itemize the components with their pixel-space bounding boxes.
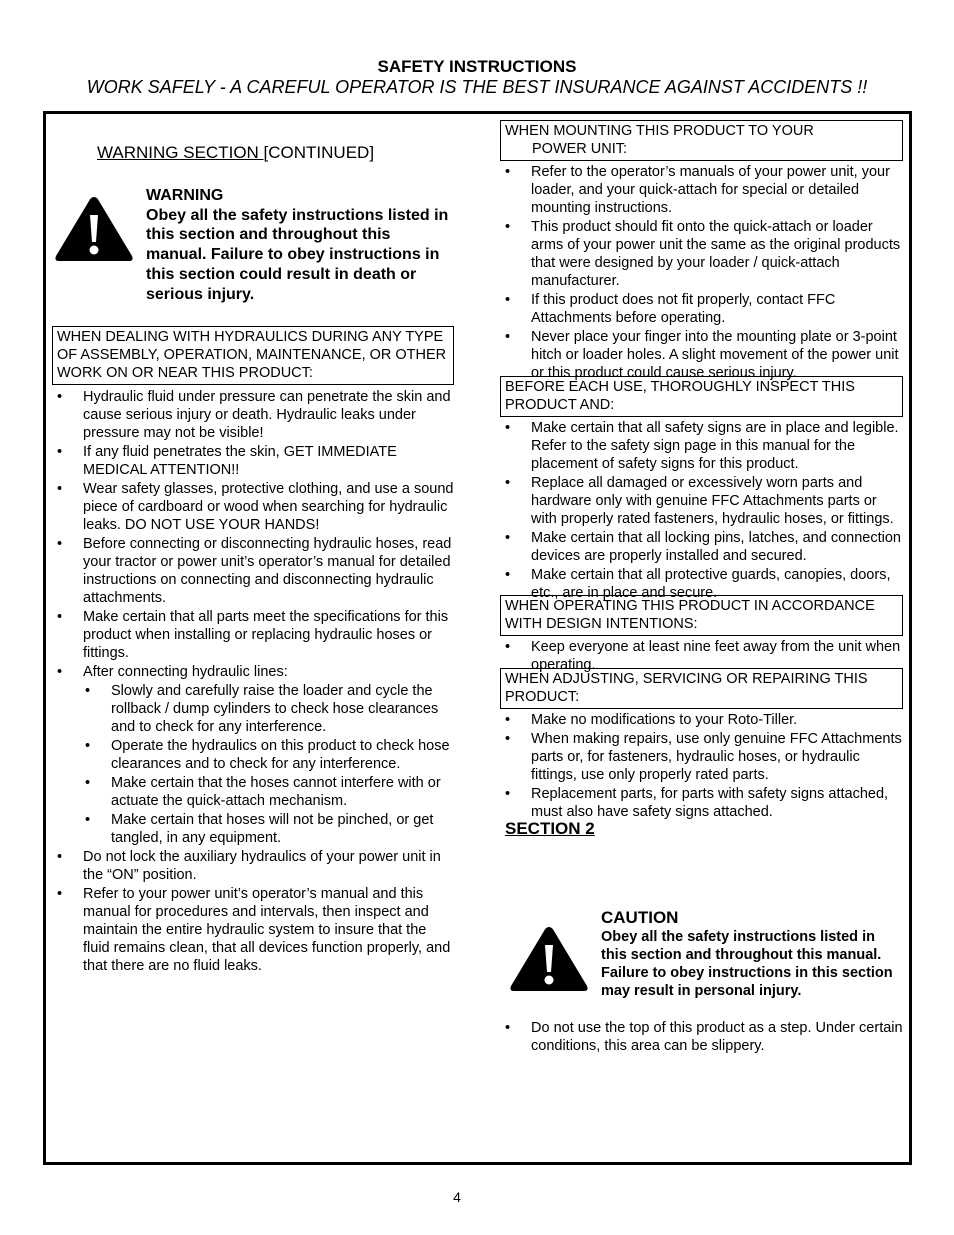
- operating-header-box: WHEN OPERATING THIS PRODUCT IN ACCORDANCE WITH DESIGN INTENTIONS:: [500, 595, 903, 636]
- warning-block: [146, 186, 451, 304]
- list-item: • Slowly and carefully raise the loader and cycle the rollback / dump cylinders to check hose clearances and to check for any interference.: [52, 682, 454, 736]
- page-subtitle: WORK SAFELY - A CAREFUL OPERATOR IS THE BEST INSURANCE AGAINST ACCIDENTS !!: [86, 77, 868, 97]
- inspect-list: [500, 419, 903, 602]
- list-item: • Make certain that all parts meet the specifications for this product when installing or replacing hydraulic hoses or fittings.: [52, 608, 454, 662]
- adjusting-header-box: WHEN ADJUSTING, SERVICING OR REPAIRING THIS PRODUCT:: [500, 668, 903, 709]
- warning-section-heading-rest: [CONTINUED]: [263, 143, 375, 162]
- operating-list: [500, 638, 903, 674]
- list-item: • Make no modifications to your Roto-Tiller.: [500, 711, 903, 729]
- mounting-header-box: [500, 120, 903, 161]
- list-item: • If any fluid penetrates the skin, GET IMMEDIATE MEDICAL ATTENTION!!: [52, 443, 454, 479]
- inspect-header-box: BEFORE EACH USE, THOROUGHLY INSPECT THIS PRODUCT AND:: [500, 376, 903, 417]
- hydraulics-list: [52, 388, 454, 975]
- page-number: 4: [453, 1189, 461, 1205]
- warning-triangle-icon: [54, 195, 134, 263]
- right-column: [500, 120, 903, 838]
- list-item: • Before connecting or disconnecting hydraulic hoses, read your tractor or power unit’s operator’s manual for detailed instructions on connecting and disconnecting hydraulic attachments.: [52, 535, 454, 607]
- list-item: • Do not lock the auxiliary hydraulics of your power unit in the “ON” position.: [52, 848, 454, 884]
- list-item: • Never place your finger into the mounting plate or 3-point hitch or loader holes. A slight movement of the power unit or this product could cause serious injury.: [500, 328, 903, 382]
- list-item: • Wear safety glasses, protective clothing, and use a sound piece of cardboard or wood when searching for hydraulic leaks. DO NOT USE YOUR HANDS!: [52, 480, 454, 534]
- list-item: • Do not use the top of this product as a step. Under certain conditions, this area can be slippery.: [500, 1019, 903, 1055]
- list-item: • Refer to the operator’s manuals of your power unit, your loader, and your quick-attach for special or detailed mounting instructions.: [500, 163, 903, 217]
- adjusting-list: [500, 711, 903, 821]
- list-item: • Make certain that all safety signs are in place and legible. Refer to the safety sign page in this manual for the placement of safety signs for this product.: [500, 419, 903, 473]
- list-item: • Replacement parts, for parts with safety signs attached, must also have safety signs attached.: [500, 785, 903, 821]
- caution-list: [500, 1019, 903, 1055]
- mounting-header-line2: POWER UNIT:: [532, 141, 628, 157]
- warning-title: WARNING: [146, 187, 224, 204]
- list-item: • Make certain that the hoses cannot interfere with or actuate the quick-attach mechanism.: [52, 774, 454, 810]
- hydraulics-header-box: WHEN DEALING WITH HYDRAULICS DURING ANY TYPE OF ASSEMBLY, OPERATION, MAINTENANCE, OR OTHER WORK ON OR NEAR THIS PRODUCT:: [52, 326, 454, 385]
- list-item: • When making repairs, use only genuine FFC Attachments parts or, for fasteners, hydraulic hoses, or hydraulic fittings, use only properly rated parts.: [500, 730, 903, 784]
- list-item: • Operate the hydraulics on this product to check hose clearances and to check for any interference.: [52, 737, 454, 773]
- list-item: • Keep everyone at least nine feet away from the unit when operating.: [500, 638, 903, 674]
- warning-section-heading: [97, 143, 374, 163]
- list-item: • If this product does not fit properly, contact FFC Attachments before operating.: [500, 291, 903, 327]
- caution-title: CAUTION: [601, 908, 679, 927]
- caution-text: Obey all the safety instructions listed in this section and throughout this manual. Failure to obey instructions in this section may result in personal injury.: [601, 929, 893, 999]
- warning-text: Obey all the safety instructions listed in this section and throughout this manual. Failure to obey instructions in this section could result in death or serious injury.: [146, 206, 449, 303]
- section-2-heading: SECTION 2: [505, 819, 595, 838]
- hydraulics-section: [52, 326, 454, 976]
- caution-items: [500, 1019, 903, 1056]
- list-item: • Replace all damaged or excessively worn parts and hardware only with genuine FFC Attachments parts or with properly rated fasteners, hydraulic hoses, or fittings.: [500, 474, 903, 528]
- mounting-header-line1: WHEN MOUNTING THIS PRODUCT TO YOUR: [505, 123, 814, 139]
- list-item: • Hydraulic fluid under pressure can penetrate the skin and cause serious injury or death. Hydraulic leaks under pressure may not be visible!: [52, 388, 454, 442]
- mounting-list: [500, 163, 903, 382]
- list-item: • Refer to your power unit’s operator’s manual and this manual for procedures and intervals, then inspect and maintain the entire hydraulic system to insure that the fluid remains clean, that all devices function properly, and that there are no fluid leaks.: [52, 885, 454, 975]
- list-item: • After connecting hydraulic lines:: [52, 663, 454, 681]
- list-item: • Make certain that hoses will not be pinched, or get tangled, in any equipment.: [52, 811, 454, 847]
- list-item: • Make certain that all locking pins, latches, and connection devices are properly installed and secured.: [500, 529, 903, 565]
- caution-triangle-icon: [509, 925, 589, 993]
- page-title: SAFETY INSTRUCTIONS: [377, 57, 577, 76]
- list-item: • Make certain that all protective guards, canopies, doors, etc., are in place and secure.: [500, 566, 903, 602]
- list-item: • This product should fit onto the quick-attach or loader arms of your power unit the same as the original products that were designed by your loader / quick-attach manufacturer.: [500, 218, 903, 290]
- warning-section-heading-underlined: WARNING SECTION: [97, 143, 264, 162]
